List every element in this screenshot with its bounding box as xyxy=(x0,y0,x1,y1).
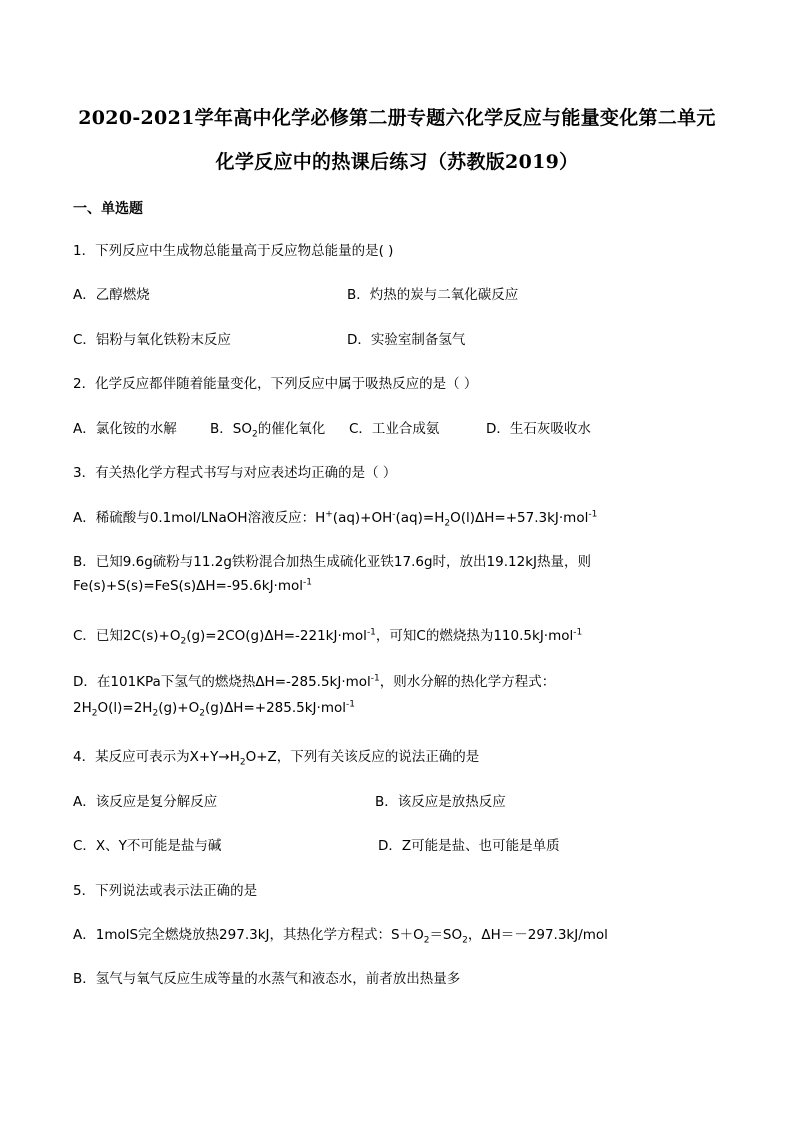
question-4-option-d: D．Z可能是盐、也可能是单质 xyxy=(378,838,560,854)
question-1-option-b: B．灼热的炭与二氧化碳反应 xyxy=(347,287,519,303)
question-2-option-b: B．$SO_2$的催化氧化 xyxy=(210,421,326,440)
question-2-option-a: A．氯化铵的水解 xyxy=(73,421,177,437)
document-title-line-2: 化学反应中的热课后练习（苏教版2019） xyxy=(215,151,579,173)
document-title-line-1: 2020-2021学年高中化学必修第二册专题六化学反应与能量变化第二单元 xyxy=(78,107,716,129)
question-4-option-c: C．X、Y不可能是盐与碱 xyxy=(73,838,222,854)
question-2-option-d: D．生石灰吸收水 xyxy=(486,421,591,437)
question-1-option-d: D．实验室制备氢气 xyxy=(347,332,466,348)
question-3-option-d-line-2: $2H_2O(l)=2H_2(g)+O_2(g)\Delta H=+285.5kJ\cdot mol^{-1}$ xyxy=(73,699,355,719)
question-3-option-b-line-1: B．已知9.6g硫粉与11.2g铁粉混合加热生成硫化亚铁17.6g时，放出19.12kJ热量，则 xyxy=(73,554,592,570)
question-4-option-b: B．该反应是放热反应 xyxy=(375,794,506,810)
question-3-option-b-line-2: Fe(s)+S(s)=FeS(s)ΔH=-95.6kJ·mol$^{-1}$ xyxy=(73,577,312,594)
question-2-option-c: C．工业合成氨 xyxy=(349,421,440,437)
question-3-option-d-line-1: D．在101KPa下氢气的燃烧热ΔH=-285.5kJ·mol$^{-1}$，则水分解的热化学方程式： xyxy=(73,673,556,690)
question-5-stem: 5．下列说法或表示法正确的是 xyxy=(73,883,258,899)
question-3-option-a: A．稀硫酸与0.1mol/LNaOH溶液反应：$H^+(aq)+OH^-(aq)=H_2O(l)\Delta H=+57.3kJ\cdot mol^{-1}$ xyxy=(73,509,598,529)
question-4-option-a: A．该反应是复分解反应 xyxy=(73,794,218,810)
section-heading: 一、单选题 xyxy=(73,201,143,217)
question-1-option-a: A．乙醇燃烧 xyxy=(73,287,150,303)
question-3-stem: 3．有关热化学方程式书写与对应表述均正确的是（ ） xyxy=(73,465,397,481)
question-4-stem: 4．某反应可表示为$X+Y\to H_2O+Z$，下列有关该反应的说法正确的是 xyxy=(73,749,480,768)
question-5-option-a: A．1molS完全燃烧放热297.3kJ，其热化学方程式：$S+O_2=SO_2$，ΔH＝－297.3kJ/mol xyxy=(73,927,608,946)
question-2-stem: 2．化学反应都伴随着能量变化，下列反应中属于吸热反应的是（ ） xyxy=(73,376,478,392)
question-1-option-c: C．铝粉与氧化铁粉末反应 xyxy=(73,332,231,348)
question-5-option-b: B．氢气与氧气反应生成等量的水蒸气和液态水，前者放出热量多 xyxy=(73,971,461,987)
question-3-option-c: C．已知$2C(s)+O_2(g)=2CO(g)\Delta H=-221kJ\cdot mol^{-1}$，可知C的燃烧热为110.5kJ·mol$^{-1}$ xyxy=(73,627,583,647)
question-1-stem: 1．下列反应中生成物总能量高于反应物总能量的是( ) xyxy=(73,243,394,259)
